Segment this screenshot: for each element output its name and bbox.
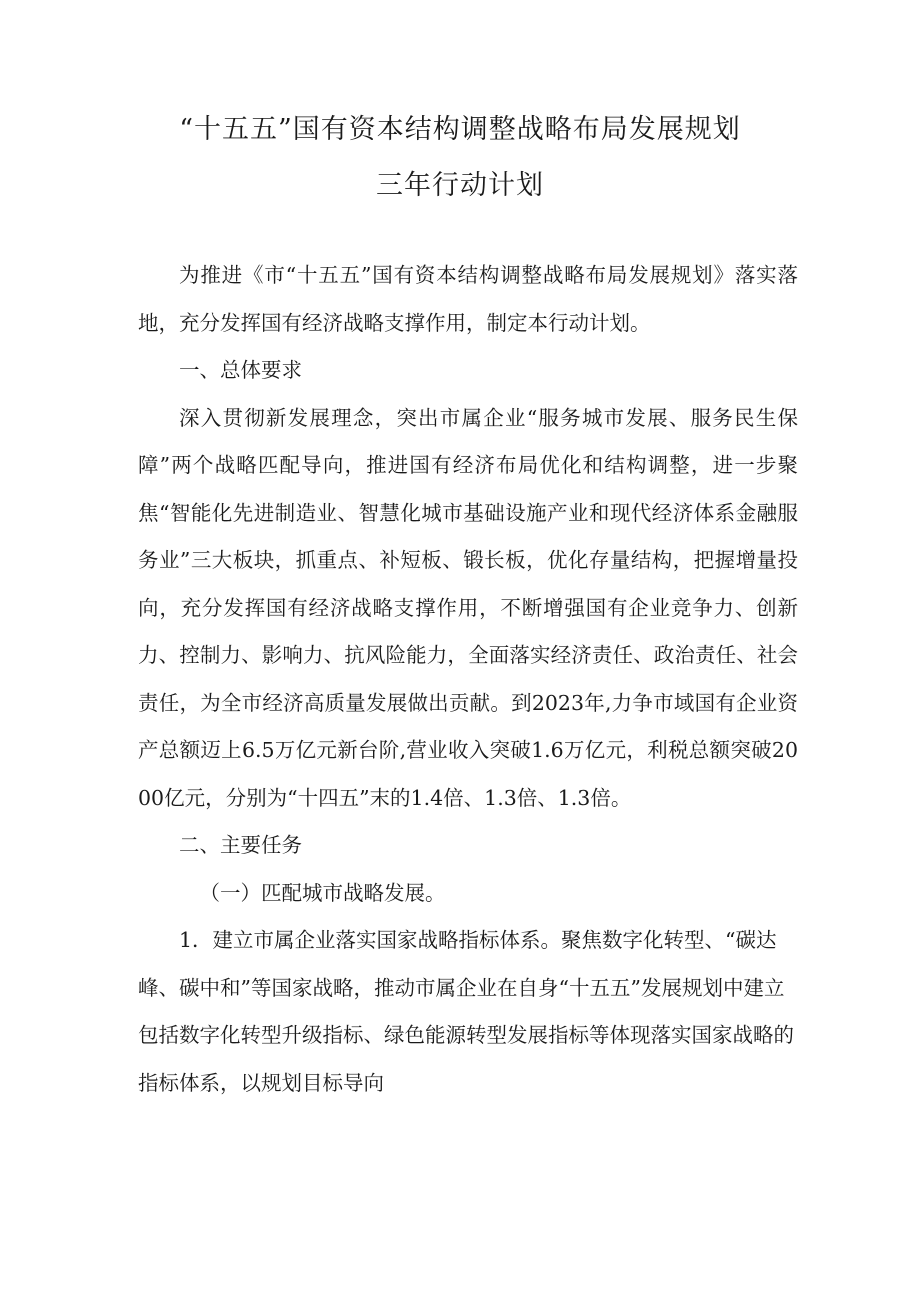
- intro-paragraph: 为推进《市“十五五”国有资本结构调整战略布局发展规划》落实落地，充分发挥国有经济战略支撑作用，制定本行动计划。: [138, 263, 798, 335]
- section-2-heading: 二、主要任务: [179, 833, 302, 857]
- item-1-paragraph: 1．建立市属企业落实国家战略指标体系。聚焦数字化转型、“碳达峰、碳中和”等国家战略，推动市属企业在自身“十五五”发展规划中建立包括数字化转型升级指标、绿色能源转型发展指标等体现落实国家战略的指标体系，以规划目标导向: [138, 928, 794, 1095]
- section-1-heading: 一、总体要求: [179, 358, 302, 382]
- document-title-line-1: “十五五”国有资本结构调整战略布局发展规划: [179, 114, 741, 145]
- document-body: [138, 252, 798, 1107]
- subsection-1-heading: （一）匹配城市战略发展。: [199, 880, 446, 905]
- section-1-paragraph: 深入贯彻新发展理念，突出市属企业“服务城市发展、服务民生保障”两个战略匹配导向，推进国有经济布局优化和结构调整，进一步聚焦“智能化先进制造业、智慧化城市基础设施产业和现代经济体系金融服务业”三大板块，抓重点、补短板、锻长板，优化存量结构，把握增量投向，充分发挥国有经济战略支撑作用，不断增强国有企业竞争力、创新力、控制力、影响力、抗风险能力，全面落实经济责任、政治责任、社会责任，为全市经济高质量发展做出贡献。到2023年,力争市域国有企业资产总额迈上6.5万亿元新台阶,营业收入突破1.6万亿元，利税总额突破2000亿元，分别为“十四五”末的1.4倍、1.3倍、1.3倍。: [138, 405, 798, 810]
- document-title-line-2: 三年行动计划: [376, 170, 544, 201]
